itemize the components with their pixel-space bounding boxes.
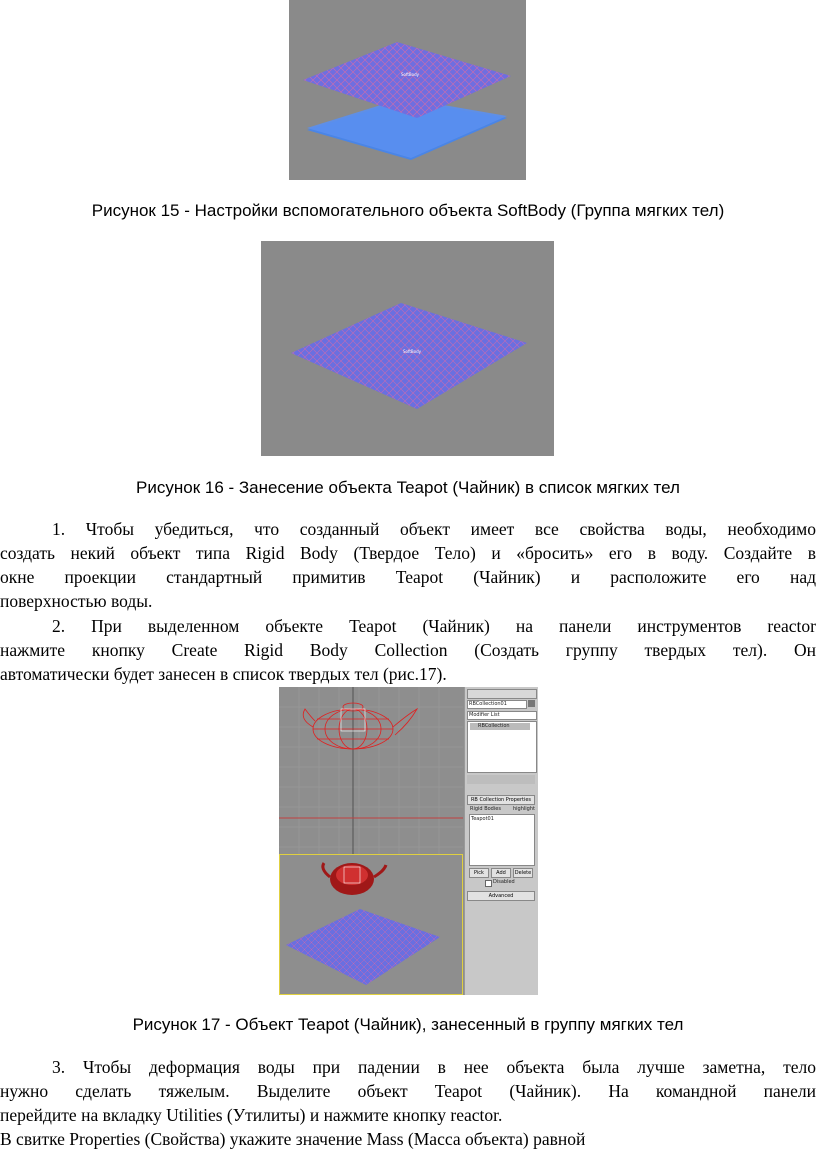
tab-rigid-bodies[interactable]: Rigid Bodies bbox=[470, 806, 501, 812]
figure-15-image bbox=[289, 0, 526, 180]
paragraph-3-line-1: 3. Чтобы деформация воды при падении в нее объекта была лучше заметна, тело bbox=[52, 1057, 816, 1077]
paragraph-1-line-2: создать некий объект типа Rigid Body (Твердое Тело) и «бросить» его в воду. Создайте в bbox=[0, 543, 816, 563]
svg-text:SoftBody: SoftBody bbox=[403, 349, 421, 354]
command-panel-tabs bbox=[467, 689, 537, 699]
perspective-viewport bbox=[279, 854, 463, 995]
modifier-stack-list[interactable] bbox=[467, 721, 537, 773]
figure-15-caption: Рисунок 15 - Настройки вспомогательного объекта SoftBody (Группа мягких тел) bbox=[91, 201, 725, 220]
rigid-bodies-list[interactable] bbox=[469, 814, 535, 866]
paragraph-1-line-1: 1. Чтобы убедиться, что созданный объект имеет все свойства воды, необходимо bbox=[52, 519, 816, 539]
paragraph-3-line-3: перейдите на вкладку Utilities (Утилиты) и нажмите кнопку reactor. bbox=[0, 1105, 503, 1125]
front-viewport-scene bbox=[279, 687, 463, 854]
pick-button[interactable]: Pick bbox=[469, 868, 489, 878]
add-button[interactable]: Add bbox=[491, 868, 511, 878]
paragraph-1-line-3: окне проекции стандартный примитив Teapot (Чайник) и расположите его над bbox=[0, 567, 816, 587]
modifier-stack-item[interactable]: RBCollection bbox=[470, 723, 530, 730]
svg-text:SoftBody: SoftBody bbox=[401, 72, 419, 77]
rollout-advanced[interactable]: Advanced bbox=[467, 891, 535, 901]
paragraph-3-line-4: В свитке Properties (Свойства) укажите значение Mass (Масса объекта) равной bbox=[0, 1129, 586, 1149]
figure-16-caption: Рисунок 16 - Занесение объекта Teapot (Чайник) в список мягких тел bbox=[136, 478, 680, 497]
object-color-swatch[interactable] bbox=[528, 700, 535, 707]
paragraph-3-line-2: нужно сделать тяжелым. Выделите объект Teapot (Чайник). На командной панели bbox=[0, 1081, 816, 1101]
paragraph-2-line-3: автоматически будет занесен в список твердых тел (рис.17). bbox=[0, 664, 447, 684]
figure-17-image bbox=[279, 687, 538, 995]
softbody-mesh-illustration bbox=[289, 0, 526, 180]
paragraph-2 bbox=[0, 614, 816, 686]
front-viewport bbox=[279, 687, 463, 854]
command-panel bbox=[464, 687, 538, 995]
rollout-rb-collection-properties[interactable]: RB Collection Properties bbox=[467, 795, 535, 805]
figure-17-caption: Рисунок 17 - Объект Teapot (Чайник), занесенный в группу мягких тел bbox=[132, 1015, 684, 1034]
disabled-checkbox-label: Disabled bbox=[493, 879, 515, 885]
paragraph-1-line-4: поверхностью воды. bbox=[0, 591, 153, 611]
stack-toolbar bbox=[467, 775, 535, 784]
teapot-softbody-mesh bbox=[261, 241, 554, 456]
modifier-list-dropdown[interactable]: Modifier List bbox=[467, 711, 537, 720]
figure-16-image bbox=[261, 241, 554, 456]
tab-highlight[interactable]: highlight bbox=[513, 806, 535, 812]
disabled-checkbox[interactable] bbox=[485, 880, 492, 887]
delete-button[interactable]: Delete bbox=[514, 870, 532, 876]
paragraph-2-line-2: нажмите кнопку Create Rigid Body Collection (Создать группу твердых тел). Он bbox=[0, 640, 816, 660]
list-item-teapot[interactable]: Teapot01 bbox=[471, 816, 494, 822]
paragraph-1 bbox=[0, 517, 816, 613]
object-name-field[interactable]: RBCollection01 bbox=[467, 700, 527, 709]
paragraph-2-line-1: 2. При выделенном объекте Teapot (Чайник) на панели инструментов reactor bbox=[52, 616, 816, 636]
perspective-viewport-scene bbox=[280, 855, 462, 994]
paragraph-3 bbox=[0, 1055, 816, 1151]
